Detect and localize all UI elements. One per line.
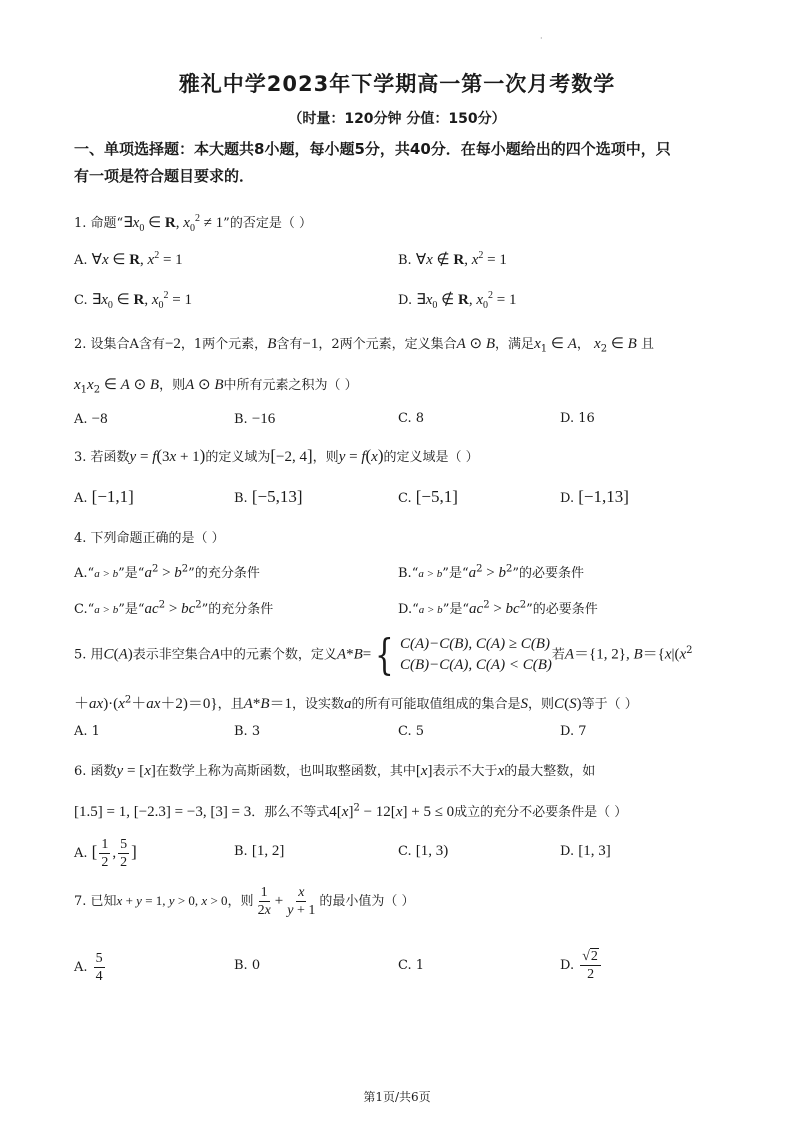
q7-option-a[interactable]: A. $\frac{5}{4}$ [74, 951, 103, 984]
q1-option-a[interactable]: A. ∀x ∈ R, $x^2 = 1$ [74, 250, 183, 268]
q2-option-c[interactable]: C. 8 [398, 411, 425, 426]
section-heading-line2: 有一项是符合题目要求的． [74, 167, 255, 185]
q7-option-d[interactable]: D. $\frac{√2}{2}$ [560, 948, 603, 983]
q4-option-c[interactable]: C.“a > b”是“$ac^2 > bc^2$”的充分条件 [74, 599, 274, 617]
q4-option-d[interactable]: D.“a > b”是“$ac^2 > bc^2$”的必要条件 [398, 599, 598, 617]
question-6-stem-line2: [1.5] = 1, [−2.3] = −3, [3] = 3．那么不等式$4[x]^2 - 12[x] + 5 \le 0$成立的充分不必要条件是（ ） [74, 802, 628, 820]
question-1-stem: 1. 命题“$\exists x_0$ ∈ R, $x_0^2 \ne 1$”的否定是（ ） [74, 213, 312, 234]
q2-option-d[interactable]: D. 16 [560, 411, 595, 426]
q6-option-b[interactable]: B. [1, 2] [234, 843, 285, 859]
q6-option-a[interactable]: A. [ $\frac{1}{2}$ , $\frac{5}{2}$ ] [74, 837, 137, 870]
q5-option-d[interactable]: D. 7 [560, 724, 587, 739]
section-heading [74, 136, 724, 190]
q5-option-b[interactable]: B. 3 [234, 724, 261, 739]
q2-option-b[interactable]: B. −16 [234, 411, 276, 427]
q1-option-b[interactable]: B. ∀x ∉ R, $x^2 = 1$ [398, 250, 507, 268]
question-4-stem: 4. 下列命题正确的是（ ） [74, 531, 225, 546]
page-footer: 第1页/共6页 [363, 1090, 431, 1104]
q4-option-b[interactable]: B.“a > b”是“$a^2 > b^2$”的必要条件 [398, 563, 584, 581]
question-2-stem-line1: 2. 设集合A含有−2，1两个元素，B含有−1，2两个元素，定义集合A ⊙ B，满足$x_1$ ∈ A， $x_2$ ∈ B 且 [74, 336, 654, 355]
q2-option-a[interactable]: A. −8 [74, 411, 108, 427]
q5-option-a[interactable]: A. 1 [74, 724, 100, 739]
q7-option-c[interactable]: C. 1 [398, 958, 425, 973]
question-6-stem-line1: 6. 函数y = [x]在数学上称为高斯函数，也叫取整函数，其中[x]表示不大于x的最大整数，如 [74, 763, 596, 779]
question-3-stem: 3. 若函数y = f(3x + 1)的定义域为[−2, 4]，则y = f(x)的定义域是（ ） [74, 446, 479, 465]
q7-option-b[interactable]: B. 0 [234, 958, 261, 973]
question-7-stem: 7. 已知x + y = 1, y > 0, x > 0，则 $\frac{1}{2x}$ + $\frac{x}{y + 1}$ 的最小值为（ ） [74, 885, 415, 918]
q3-option-c[interactable]: C. [−5,1] [398, 487, 458, 506]
q1-option-c[interactable]: C. $\exists x_0$ ∈ R, $x_0^2 = 1$ [74, 290, 192, 311]
exam-subtitle: （时量：120分钟 分值：150分） [288, 111, 506, 127]
q6-option-c[interactable]: C. [1, 3) [398, 843, 449, 859]
question-2-stem-line2: $x_1x_2$ ∈ A ⊙ B，则A ⊙ B中所有元素之积为（ ） [74, 377, 358, 396]
exam-title: 雅礼中学2023年下学期高一第一次月考数学 [178, 72, 616, 96]
q3-option-d[interactable]: D. [−1,13] [560, 487, 629, 506]
q5-option-c[interactable]: C. 5 [398, 724, 425, 739]
q4-option-a[interactable]: A.“a > b”是“$a^2 > b^2$”的充分条件 [74, 563, 260, 581]
question-5-stem-line2: $+ax)\cdot(x^2+ax+2)=0$}，且A*B＝1，设实数a的所有可能取值组成的集合是S，则C(S)等于（ ） [74, 694, 638, 712]
q1-option-d[interactable]: D. $\exists x_0$ ∉ R, $x_0^2 = 1$ [398, 290, 517, 311]
section-heading-line1: 一、单项选择题：本大题共8小题，每小题5分，共40分．在每小题给出的四个选项中，只 [74, 140, 671, 158]
q1-proposition: $\exists x_0$ ∈ R, $x_0^2 \ne 1$ [123, 213, 224, 234]
q6-option-d[interactable]: D. [1, 3] [560, 843, 611, 859]
piecewise-definition: { C(A)−C(B), C(A) ≥ C(B) C(B)−C(A), C(A) < C(B) [375, 630, 552, 679]
question-5-stem-line1: 5. 用C(A)表示非空集合A中的元素个数，定义A*B= { C(A)−C(B), C(A) ≥ C(B) C(B)−C(A), C(A) < C(B) 若A＝{1, 2}, $B=\{x|(x^2$ [74, 630, 693, 679]
scan-mark: · [540, 34, 543, 43]
q3-option-a[interactable]: A. [−1,1] [74, 487, 134, 506]
q3-option-b[interactable]: B. [−5,13] [234, 487, 303, 506]
